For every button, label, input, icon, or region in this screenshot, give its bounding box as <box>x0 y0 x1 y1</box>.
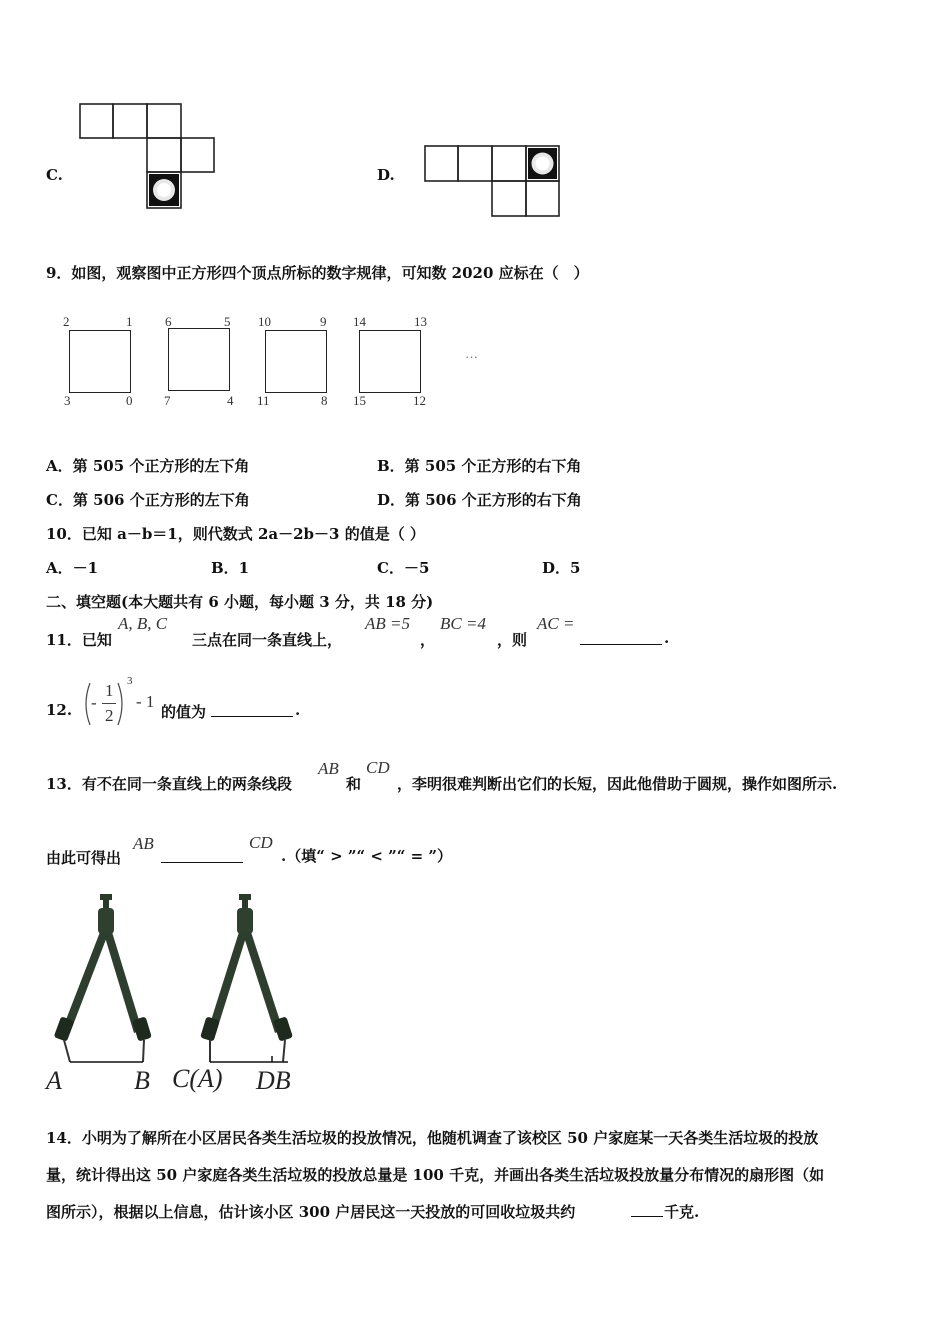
q9-label: 6 <box>165 314 172 329</box>
q13-line1-suffix: ，李明很难判断出它们的长短，因此他借助于圆规，操作如图所示. <box>397 775 838 793</box>
q13-cd: CD <box>366 758 390 777</box>
q11-bc: BC =4 <box>440 614 486 633</box>
q14-line3-prefix: 图所示），根据以上信息，估计该小区 300 户居民这一天投放的可回收垃圾共约 <box>46 1203 576 1221</box>
q10-option-a[interactable]: A．－1 <box>46 559 99 577</box>
q11-then: ，则 <box>497 631 528 649</box>
q9-label: 9 <box>320 314 327 329</box>
q9-option-d[interactable]: D．第 506 个正方形的右下角 <box>377 491 582 509</box>
q11-points: A, B, C <box>118 614 168 633</box>
q11-comma: ， <box>420 631 436 649</box>
q11-mid: 三点在同一条直线上， <box>192 631 343 649</box>
q13-fig-label-db: DB <box>256 1066 291 1095</box>
q11-end: . <box>664 629 670 647</box>
q8-option-d-net <box>423 144 563 220</box>
q12-number: 12. <box>46 701 73 719</box>
q9-label: 3 <box>64 393 71 408</box>
q12-frac-bar <box>102 703 116 704</box>
q9-ellipsis: … <box>465 346 478 361</box>
q13-fig-label-ca: C(A) <box>172 1064 223 1093</box>
compass-icon <box>54 894 152 1062</box>
q9-label: 13 <box>414 314 427 329</box>
q9-label: 2 <box>63 314 70 329</box>
section2-title: 二、填空题(本大题共有 6 小题，每小题 3 分，共 18 分) <box>46 593 434 611</box>
q13-ab2: AB <box>133 834 154 853</box>
q12-suffix: 的值为 <box>161 703 207 721</box>
q9-square <box>69 330 131 393</box>
q10-option-d[interactable]: D．5 <box>542 559 581 577</box>
q10-option-c[interactable]: C．－5 <box>377 559 430 577</box>
q9-label: 14 <box>353 314 366 329</box>
q13-line1-prefix: 13．有不在同一条直线上的两条线段 <box>46 775 292 793</box>
q9-label: 12 <box>413 393 426 408</box>
q13-and: 和 <box>346 775 362 793</box>
q13-fill-hint: .（填“ > ”“ < ”“ = ”） <box>281 847 453 865</box>
q9-option-a[interactable]: A．第 505 个正方形的左下角 <box>46 457 250 475</box>
q11-ac: AC = <box>537 614 575 633</box>
q13-cd2: CD <box>249 833 273 852</box>
q9-square <box>359 330 421 393</box>
q14-line3-suffix: 千克. <box>664 1203 700 1221</box>
q9-label: 1 <box>126 314 133 329</box>
q12-exponent: 3 <box>127 675 133 687</box>
q9-option-b[interactable]: B．第 505 个正方形的右下角 <box>377 457 582 475</box>
q14-line1: 14．小明为了解所在小区居民各类生活垃圾的投放情况，他随机调查了该校区 50 户家庭某一天各类生活垃圾的投放 <box>46 1129 819 1147</box>
q8-option-c-net <box>78 102 218 214</box>
q13-line2-prefix: 由此可得出 <box>46 849 122 867</box>
q9-square <box>265 330 327 393</box>
q10-stem: 10．已知 a－b＝1，则代数式 2a－2b－3 的值是（ ） <box>46 525 425 543</box>
q10-option-b[interactable]: B．1 <box>211 559 250 577</box>
q11-ab: AB =5 <box>365 614 410 633</box>
q11-answer-blank[interactable] <box>580 630 662 645</box>
q9-label: 4 <box>227 393 234 408</box>
q13-fig-label-a: A <box>46 1066 62 1095</box>
q14-answer-blank[interactable] <box>631 1202 663 1217</box>
q9-square <box>168 328 230 391</box>
q9-label: 15 <box>353 393 366 408</box>
q12-minus: - <box>91 693 97 712</box>
q12-answer-blank[interactable] <box>211 702 293 717</box>
q9-option-c[interactable]: C．第 506 个正方形的左下角 <box>46 491 250 509</box>
q14-line2: 量，统计得出这 50 户家庭各类生活垃圾的投放总量是 100 千克，并画出各类生活垃圾投放量分布情况的扇形图（如 <box>46 1166 825 1184</box>
q9-label: 8 <box>321 393 328 408</box>
compass-icon <box>200 894 293 1062</box>
q8-option-d-label[interactable]: D. <box>377 166 395 184</box>
q12-frac-numerator: 1 <box>105 681 114 700</box>
q8-option-c-label[interactable]: C. <box>46 166 63 184</box>
q9-label: 0 <box>126 393 133 408</box>
q9-label: 7 <box>164 393 171 408</box>
q9-label: 5 <box>224 314 231 329</box>
q13-fig-label-b: B <box>134 1066 150 1095</box>
q9-stem: 9．如图，观察图中正方形四个顶点所标的数字规律，可知数 2020 应标在（ ） <box>46 264 589 282</box>
q9-label: 11 <box>257 393 270 408</box>
q13-ab: AB <box>318 759 339 778</box>
right-paren-icon <box>116 681 128 727</box>
q12-end: . <box>295 701 301 719</box>
q9-label: 10 <box>258 314 271 329</box>
q11-prefix: 11．已知 <box>46 631 112 649</box>
q13-answer-blank[interactable] <box>161 848 243 863</box>
q12-frac-denominator: 2 <box>105 706 114 725</box>
q12-minus-one: - 1 <box>136 692 155 711</box>
